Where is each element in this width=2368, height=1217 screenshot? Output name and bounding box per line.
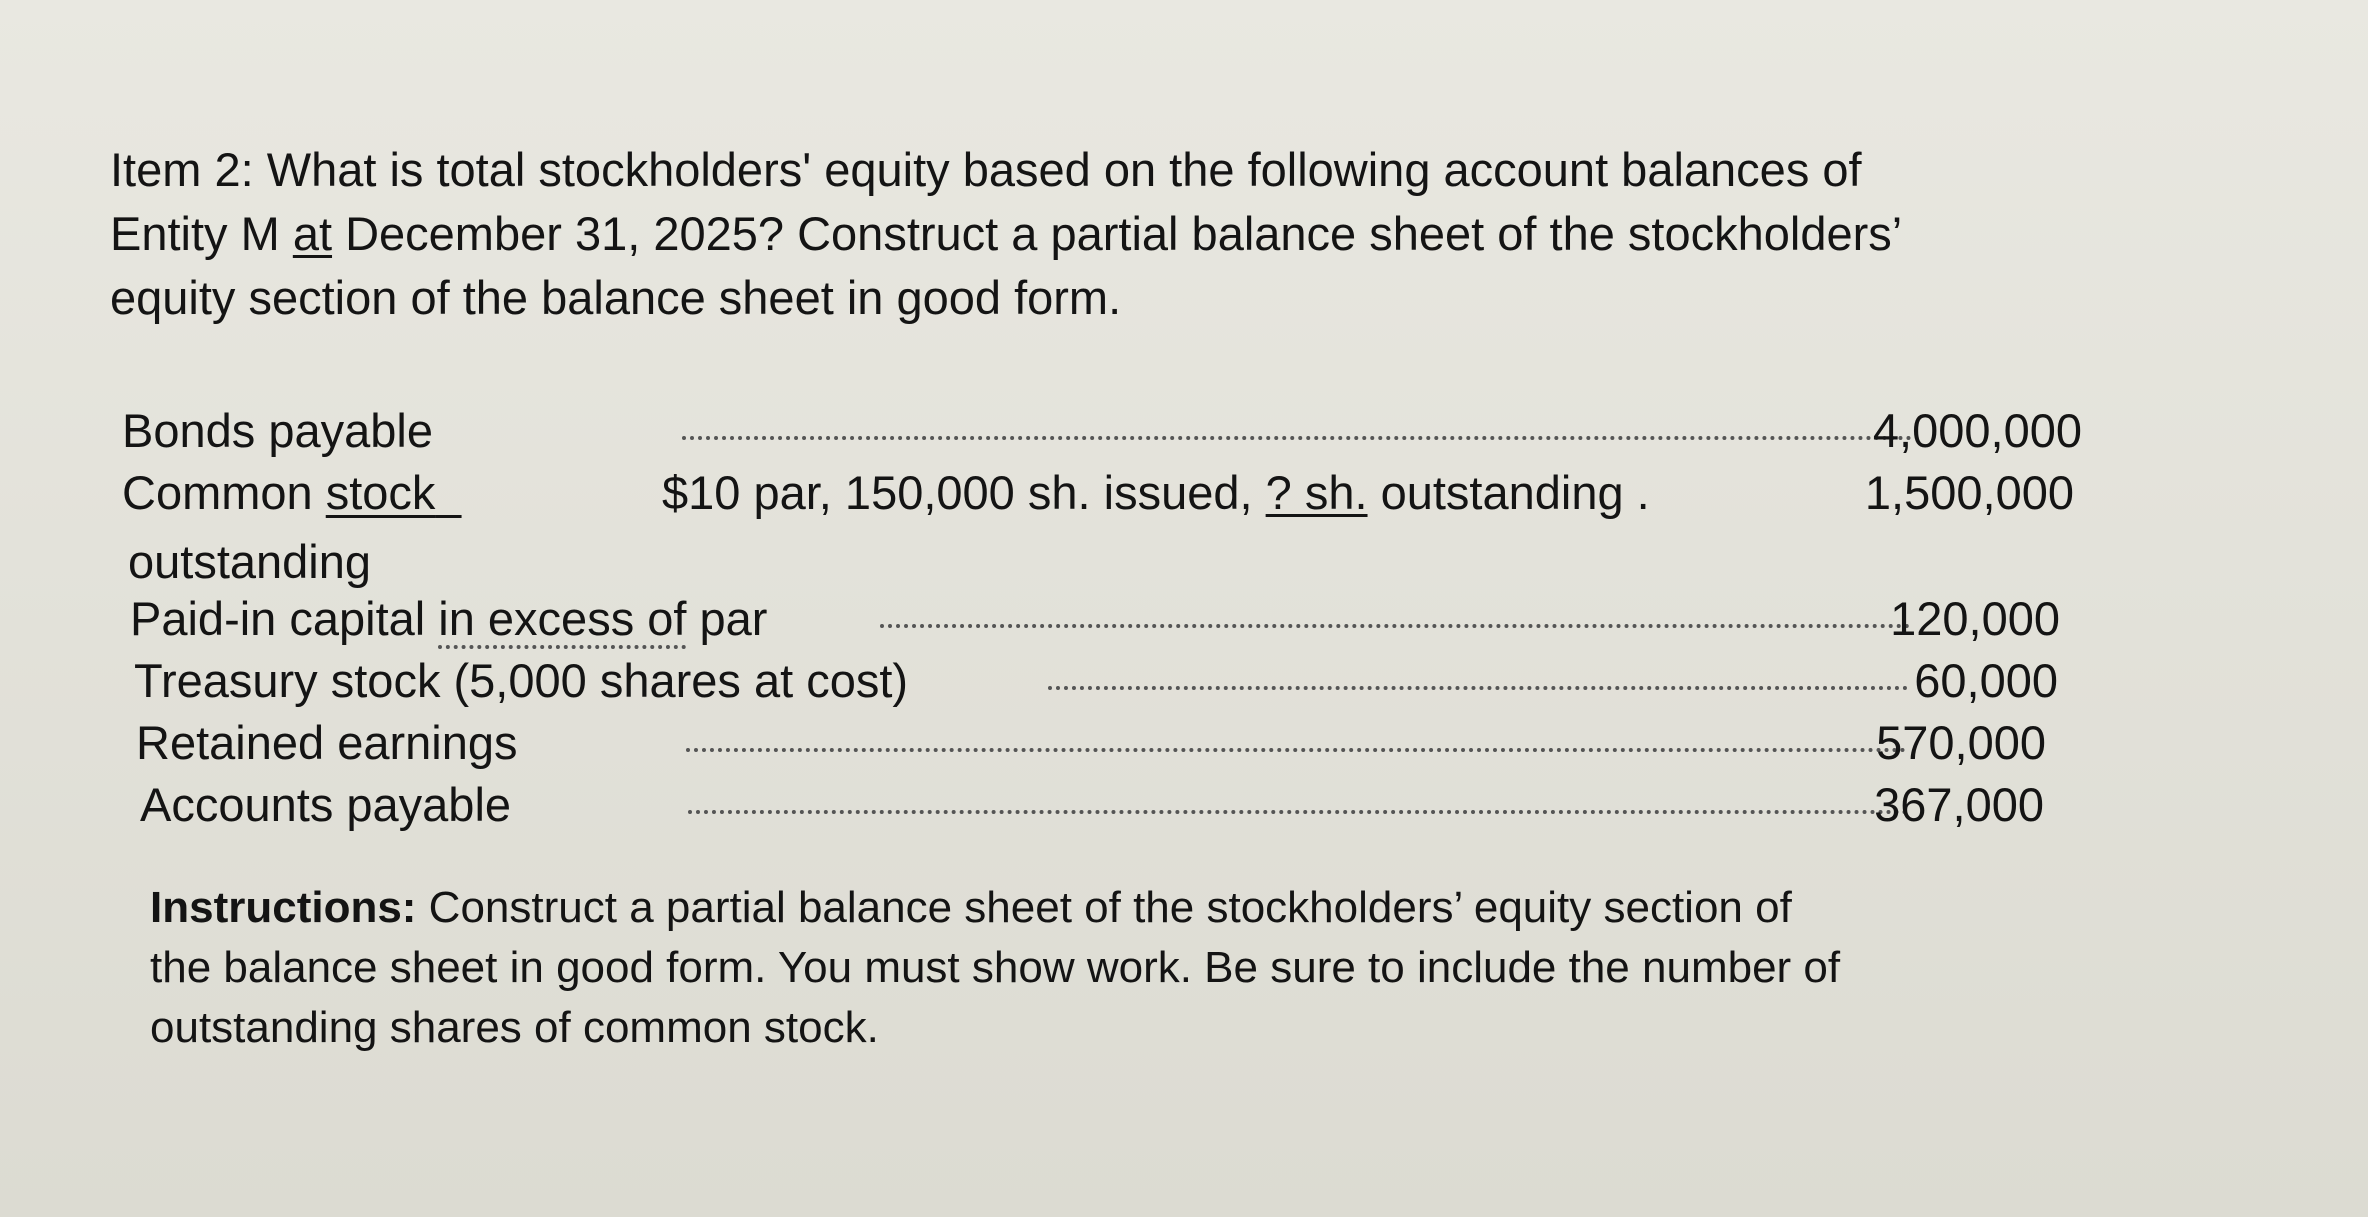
dot-leader [686,748,1906,752]
question-line-2-suffix: December 31, 2025? Construct a partial balance sheet of the stockholders’ [332,207,1903,260]
account-label [130,588,767,650]
account-amount: 1,500,000 [1864,466,2074,519]
account-row-bonds-payable [122,400,2082,462]
instructions-line-3: outstanding shares of common stock. [150,1003,879,1052]
account-amount: 570,000 [1876,716,2046,769]
account-row-treasury-stock [134,650,2058,712]
account-label [122,462,462,524]
account-label: Bonds payable [122,404,433,457]
underline-gap [435,466,461,519]
dot-leader [1048,686,1908,690]
account-row-paid-in-capital [130,588,2060,650]
account-label: Treasury stock (5,000 shares at cost) [134,654,909,707]
account-amount: 367,000 [1874,778,2044,831]
account-row-retained-earnings [136,712,2046,774]
common-desc-prefix: $10 par, 150,000 sh. issued, [662,466,1266,519]
account-label: Retained earnings [136,716,518,769]
dot-leader [880,624,1910,628]
common-desc-shares-blank: ? sh. [1265,466,1368,519]
pic-label-suffix: par [686,592,768,645]
common-stock-continuation: outstanding [128,535,372,588]
dot-leader [682,436,1912,440]
question-text [110,138,2260,330]
dot-leader [688,810,1908,814]
instructions-text [150,878,2270,1058]
question-line-1: Item 2: What is total stockholders' equity based on the following account balances of [110,143,1862,196]
pic-label-dotted: in excess of [438,592,686,649]
account-label: Accounts payable [140,778,512,831]
instructions-heading: Instructions: [150,883,417,932]
question-line-2-prefix: Entity M [110,207,293,260]
instructions-line-2: the balance sheet in good form. You must show work. Be sure to include the number of [150,943,1841,992]
account-amount: 4,000,000 [1872,404,2082,457]
common-label-stock: stock [325,466,436,519]
account-row-common-stock [122,462,2082,524]
common-label-prefix: Common [122,466,326,519]
account-row-accounts-payable [140,774,2044,836]
instructions-line-1-text: Construct a partial balance sheet of the stockholders’ equity section of [416,883,1792,932]
pic-label-prefix: Paid-in capital [130,592,439,645]
instructions-line-1 [150,878,2270,938]
common-stock-description [662,462,1650,524]
question-line-2 [110,202,2260,266]
common-desc-suffix: outstanding . [1367,466,1650,519]
account-amount: 60,000 [1914,654,2058,707]
account-amount: 120,000 [1890,592,2060,645]
question-underlined-at: at [292,207,333,260]
question-line-3: equity section of the balance sheet in good form. [110,271,1122,324]
